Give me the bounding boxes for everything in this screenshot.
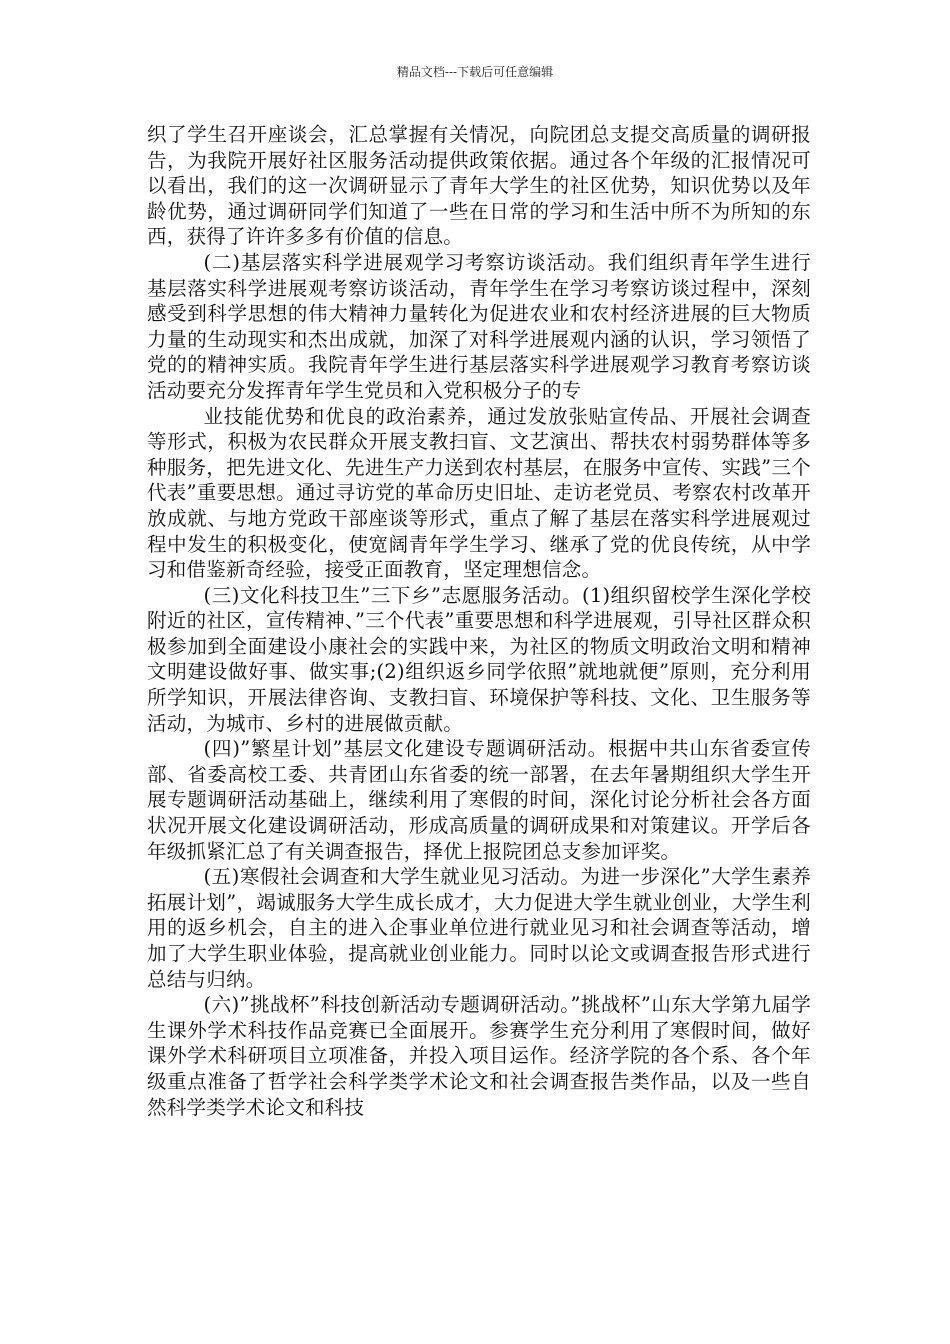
paragraph-continuation: 织了学生召开座谈会，汇总掌握有关情况，向院团总支提交高质量的调研报告，为我院开展好社区服务活动提供政策依据。通过各个年级的汇报情况可以看出，我们的这一次调研显示了青年大学生的社区优势，知识优势以及年龄优势，通过调研同学们知道了一些在日常的学习和生活中所不为所知的东西，获得了许许多多有价值的信息。 bbox=[147, 123, 811, 249]
document-body bbox=[147, 122, 811, 1120]
paragraph-section-4: (四)”繁星计划”基层文化建设专题调研活动。根据中共山东省委宣传部、省委高校工委、共青团山东省委的统一部署，在去年暑期组织大学生开展专题调研活动基础上，继续利用了寒假的时间，深化讨论分析社会各方面状况开展文化建设调研活动，形成高质量的调研成果和对策建议。开学后各年级抓紧汇总了有关调查报告，择优上报院团总支参加评奖。 bbox=[147, 737, 811, 863]
page-header: 精品文档---下载后可任意编辑 bbox=[396, 65, 554, 79]
paragraph-section-6: (六)”挑战杯”科技创新活动专题调研活动。”挑战杯”山东大学第九届学生课外学术科技作品竞赛已全面展开。参赛学生充分利用了寒假时间，做好课外学术科研项目立项准备，并投入项目运作。经济学院的各个系、各个年级重点准备了哲学社会科学类学术论文和社会调查报告类作品，以及一些自然科学类学术论文和科技 bbox=[147, 993, 811, 1119]
paragraph-section-2-continued: 业技能优势和优良的政治素养，通过发放张贴宣传品、开展社会调查等形式，积极为农民群众开展支教扫盲、文艺演出、帮扶农村弱势群体等多种服务，把先进文化、先进生产力送到农村基层，在服务中宣传、实践”三个代表”重要思想。通过寻访党的革命历史旧址、走访老党员、考察农村改革开放成就、与地方党政干部座谈等形式，重点了解了基层在落实科学进展观过程中发生的积极变化，使宽阔青年学生学习、继承了党的优良传统，从中学习和借鉴新奇经验，接受正面教育，坚定理想信念。 bbox=[147, 404, 811, 582]
paragraph-section-3: (三)文化科技卫生”三下乡”志愿服务活动。(1)组织留校学生深化学校附近的社区，宣传精神、”三个代表”重要思想和科学进展观，引导社区群众积极参加到全面建设小康社会的实践中来，为社区的物质文明政治文明和精神文明建设做好事、做实事;(2)组织返乡同学依照”就地就便”原则，充分利用所学知识，开展法律咨询、支教扫盲、环境保护等科技、文化、卫生服务等活动，为城市、乡村的进展做贡献。 bbox=[147, 583, 811, 735]
paragraph-section-5: (五)寒假社会调查和大学生就业见习活动。为进一步深化”大学生素养拓展计划”，竭诚服务大学生成长成才，大力促进大学生就业创业，大学生利用的返乡机会，自主的进入企事业单位进行就业见习和社会调查等活动，增加了大学生职业体验，提高就业创业能力。同时以论文或调查报告形式进行总结与归纳。 bbox=[147, 865, 811, 991]
paragraph-section-2: (二)基层落实科学进展观学习考察访谈活动。我们组织青年学生进行基层落实科学进展观考察访谈活动，青年学生在学习考察访谈过程中，深刻感受到科学思想的伟大精神力量转化为促进农业和农村经济进展的巨大物质力量的生动现实和杰出成就，加深了对科学进展观内涵的认识，学习领悟了党的的精神实质。我院青年学生进行基层落实科学进展观学习教育考察访谈活动要充分发挥青年学生党员和入党积极分子的专 bbox=[147, 250, 811, 402]
